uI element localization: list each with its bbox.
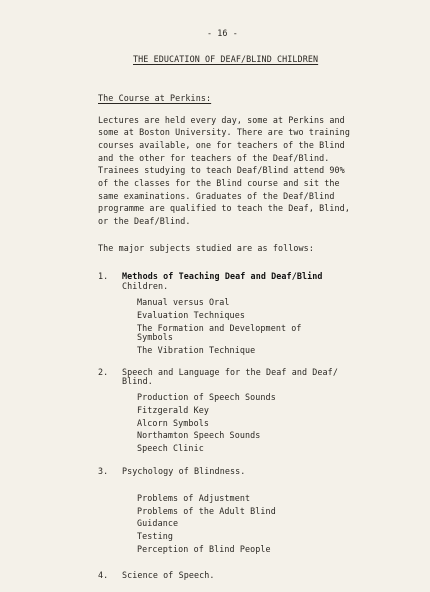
subtopic: Fitzgerald Key	[137, 405, 209, 415]
intro-line: or the Deaf/Blind.	[98, 216, 191, 226]
page-title: THE EDUCATION OF DEAF/BLIND CHILDREN	[133, 54, 319, 64]
subjects-intro: The major subjects studied are as follows:	[98, 243, 314, 253]
section-heading: The Course at Perkins:	[98, 93, 212, 103]
intro-line: courses available, one for teachers of the Blind	[98, 140, 345, 150]
intro-line: Lectures are held every day, some at Perkins and	[98, 115, 345, 125]
subtopic: The Vibration Technique	[137, 345, 256, 355]
subtopic: Alcorn Symbols	[137, 418, 209, 428]
subtopic: Speech Clinic	[137, 443, 204, 453]
subtopic: Testing	[137, 531, 173, 541]
subject-title-continued: Children.	[122, 281, 169, 291]
intro-line: Trainees studying to teach Deaf/Blind attend 90%	[98, 165, 345, 175]
intro-line: and the other for teachers of the Deaf/Blind.	[98, 153, 330, 163]
subtopic: Manual versus Oral	[137, 297, 230, 307]
subtopic: Problems of Adjustment	[137, 493, 251, 503]
subject-number: 3.	[98, 466, 109, 476]
subtopic: Evaluation Techniques	[137, 310, 245, 320]
intro-line: programme are qualified to teach the Deaf, Blind,	[98, 203, 350, 213]
subject-title: Speech and Language for the Deaf and Deaf/	[122, 367, 338, 377]
subtopic: Perception of Blind People	[137, 544, 271, 554]
intro-line: of the classes for the Blind course and sit the	[98, 178, 340, 188]
intro-line: some at Boston University. There are two training	[98, 127, 350, 137]
subject-title: Science of Speech.	[122, 570, 215, 580]
subtopic: Northamton Speech Sounds	[137, 430, 261, 440]
subject-title: Psychology of Blindness.	[122, 466, 246, 476]
subtopic: Problems of the Adult Blind	[137, 506, 276, 516]
subject-number: 1.	[98, 271, 109, 281]
subject-number: 2.	[98, 367, 109, 377]
subtopic: Guidance	[137, 518, 179, 528]
subtopic: Symbols	[137, 332, 173, 342]
intro-line: same examinations. Graduates of the Deaf/Blind	[98, 191, 335, 201]
subject-number: 4.	[98, 570, 109, 580]
page-number: - 16 -	[207, 28, 238, 38]
subject-title-continued: Blind.	[122, 376, 153, 386]
subject-title: Methods of Teaching Deaf and Deaf/Blind	[122, 271, 323, 281]
subtopic: Production of Speech Sounds	[137, 392, 276, 402]
subtopic: The Formation and Development of	[137, 323, 302, 333]
